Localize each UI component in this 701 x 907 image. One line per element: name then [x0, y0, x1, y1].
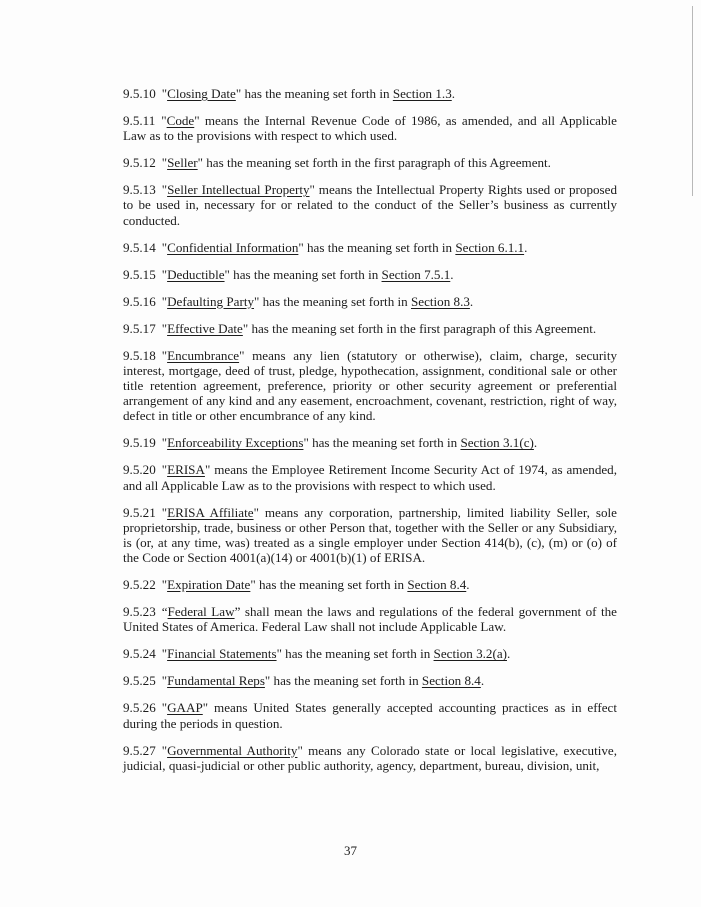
definition-number: 9.5.11 [123, 113, 156, 128]
definition-text: " means any corporation, partnership, limited liability Seller, sole proprietorship, trade, business or other Person that, together with the Seller or any Subsidiary, is (or, at any time, was) treated as a single employer under Section 414(b), (c), (m) or (o) of the Code or Section 4001(a)(14) or 4001(b)(1) of ERISA. [123, 504, 617, 566]
definitions-list [123, 86, 617, 785]
underlined-term: Section 6.1.1 [455, 239, 525, 255]
underlined-term: Seller Intellectual Property [167, 182, 310, 198]
definition-text: " [161, 293, 168, 309]
definition-text: " [161, 86, 168, 101]
page-number: 37 [344, 843, 357, 858]
definition-text: " has the meaning set forth in [264, 673, 422, 689]
definition-text: " means the Intellectual Property Rights used or proposed to be used in, necessary for or related to the conduct of the Seller’s business as currently conducted. [123, 182, 617, 228]
underlined-term: Expiration Date [167, 577, 251, 593]
underlined-term: Effective Date [167, 320, 243, 336]
definition-text: . [524, 239, 528, 255]
definition-number: 9.5.20 [123, 462, 156, 478]
definition-text: . [450, 266, 454, 282]
underlined-term: Encumbrance [167, 347, 240, 363]
definition-text: " [161, 239, 168, 255]
scan-edge-line [692, 6, 693, 196]
underlined-term: Section 7.5.1 [381, 266, 451, 282]
definition-text: " means any lien (statutory or otherwise), claim, charge, security interest, mortgage, deed of trust, pledge, hypothecation, assignment, conditional sale or other title retention agreement, preference, priority or other security agreement or preferential arrangement of any kind and any easement, encroachment, covenant, restriction, right of way, defect in title or other encumbrance of any kind. [123, 347, 617, 424]
definition-number: 9.5.15 [123, 266, 156, 282]
underlined-term: Seller [167, 155, 198, 171]
definition-text: " [161, 435, 168, 451]
definition-text: " has the meaning set forth in [254, 293, 411, 309]
definition-text: " has the meaning set forth in the first paragraph of this Agreement. [242, 320, 597, 336]
definition-number: 9.5.12 [123, 155, 156, 171]
definition-text: " has the meaning set forth in [298, 239, 456, 255]
definition-text: " means any Colorado state or local legislative, executive, judicial, quasi-judicial or other public authority, agency, department, bureau, division, unit, [123, 742, 617, 773]
underlined-term: Defaulting Party [167, 293, 254, 309]
definition-paragraph [123, 155, 617, 170]
underlined-term: Federal Law [167, 604, 235, 620]
underlined-term: Code [166, 113, 195, 128]
definition-number: 9.5.26 [123, 700, 156, 716]
underlined-term: Section 8.3 [410, 293, 470, 309]
definition-text: " [161, 347, 168, 363]
definition-paragraph [123, 321, 617, 336]
definition-text: " has the meaning set forth in the first paragraph of this Agreement. [197, 155, 551, 171]
definition-number: 9.5.10 [123, 86, 156, 101]
definition-paragraph [123, 294, 617, 309]
underlined-term: Section 1.3 [392, 86, 452, 101]
definition-text: " has the meaning set forth in [276, 646, 434, 662]
definition-paragraph [123, 743, 617, 773]
underlined-term: ERISA [167, 462, 205, 478]
definition-paragraph [123, 240, 617, 255]
definition-text: " has the meaning set forth in [303, 435, 461, 451]
underlined-term: Section 8.4 [407, 577, 467, 593]
underlined-term: Fundamental Reps [167, 673, 265, 689]
definition-number: 9.5.18 [123, 347, 156, 363]
underlined-term: GAAP [167, 700, 203, 716]
underlined-term: Section 3.2(a) [433, 646, 507, 662]
definition-text: " means the Internal Revenue Code of 1986, as amended, and all Applicable Law as to the provisions with respect to which used. [123, 113, 617, 144]
underlined-term: Section 3.1(c) [460, 435, 534, 451]
definition-text: . [533, 435, 538, 451]
definition-text: . [466, 577, 470, 593]
underlined-term: Section 8.4 [421, 673, 481, 689]
definition-paragraph [123, 577, 617, 592]
definition-text: " [161, 673, 168, 689]
underlined-term: Closing Date [167, 86, 236, 101]
definition-paragraph [123, 348, 617, 424]
definition-text: " [161, 742, 168, 758]
underlined-term: Financial Statements [167, 646, 277, 662]
underlined-term: Enforceability Exceptions [167, 435, 304, 451]
definition-text: " [161, 113, 167, 128]
underlined-term: ERISA Affiliate [167, 504, 254, 520]
definition-text: " [161, 646, 168, 662]
definition-paragraph [123, 604, 617, 634]
definition-paragraph [123, 86, 617, 101]
underlined-term: Governmental Authority [167, 742, 298, 758]
definition-paragraph [123, 505, 617, 566]
definition-text: " has the meaning set forth in [235, 86, 393, 101]
underlined-term: Confidential Information [167, 239, 299, 255]
definition-paragraph [123, 435, 617, 450]
definition-text: " [161, 700, 168, 716]
definition-paragraph [123, 267, 617, 282]
definition-number: 9.5.17 [123, 320, 156, 336]
definition-text: " [161, 182, 168, 198]
definition-number: 9.5.25 [123, 673, 156, 689]
definition-text: . [469, 293, 474, 309]
definition-number: 9.5.16 [123, 293, 156, 309]
definition-number: 9.5.27 [123, 742, 156, 758]
definition-paragraph [123, 700, 617, 730]
definition-text: " has the meaning set forth in [250, 577, 408, 593]
definition-text: " [161, 320, 168, 336]
definition-number: 9.5.14 [123, 239, 156, 255]
definition-text: " [161, 504, 168, 520]
definition-text: . [480, 673, 485, 689]
definition-text: " [161, 155, 168, 171]
definition-number: 9.5.21 [123, 504, 156, 520]
definition-text: " means United States generally accepted accounting practices as in effect during the periods in question. [123, 700, 617, 731]
definition-paragraph [123, 673, 617, 688]
definition-number: 9.5.24 [123, 646, 156, 662]
underlined-term: Deductible [167, 266, 225, 282]
definition-number: 9.5.19 [123, 435, 156, 451]
definition-number: 9.5.22 [123, 577, 156, 593]
definition-text: “ [161, 604, 168, 620]
definition-paragraph [123, 113, 617, 143]
definition-number: 9.5.23 [123, 604, 156, 620]
definition-paragraph [123, 646, 617, 661]
definition-text: . [451, 86, 456, 101]
definition-text: " means the Employee Retirement Income Security Act of 1974, as amended, and all Applicable Law as to the provisions with respect to which used. [123, 462, 617, 493]
definition-text: . [507, 646, 511, 662]
definition-paragraph [123, 462, 617, 492]
definition-text: " [161, 462, 168, 478]
definition-text: " [161, 266, 168, 282]
definition-text: ” shall mean the laws and regulations of the federal government of the United States of America. Federal Law shall not include Applicable Law. [123, 604, 617, 635]
definition-text: " has the meaning set forth in [224, 266, 382, 282]
definition-text: " [161, 577, 168, 593]
definition-number: 9.5.13 [123, 182, 156, 198]
definition-paragraph [123, 182, 617, 228]
